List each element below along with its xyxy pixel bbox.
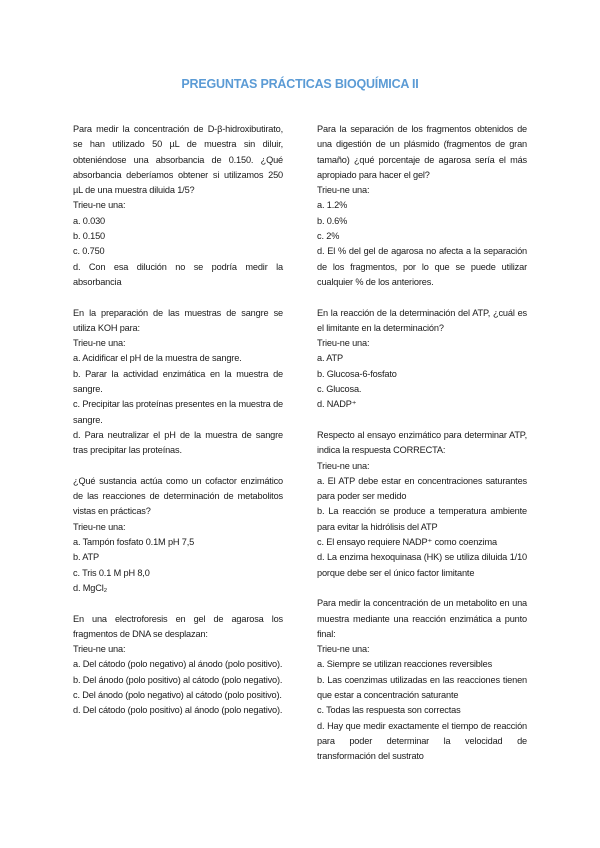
left-column bbox=[73, 122, 283, 734]
question-stem: En una electroforesis en gel de agarosa los fragmentos de DNA se desplazan: bbox=[73, 613, 283, 639]
option-c[interactable]: c. Tris 0.1 M pH 8,0 bbox=[73, 567, 150, 578]
option-d[interactable]: d. Del cátodo (polo positivo) al ánodo (polo negativo). bbox=[73, 705, 283, 716]
question-prompt: Trieu-ne una: bbox=[317, 185, 370, 196]
option-c[interactable]: c. 2% bbox=[317, 231, 340, 242]
option-a[interactable]: a. Tampón fosfato 0.1M pH 7,5 bbox=[73, 537, 195, 548]
question-prompt: Trieu-ne una: bbox=[317, 338, 370, 349]
option-d[interactable]: d. Hay que medir exactamente el tiempo de reacción para poder determinar la velocidad de transformación del sustrato bbox=[317, 720, 527, 762]
question-stem: Para la separación de los fragmentos obtenidos de una digestión de un plásmido (fragmentos de gran tamaño) ¿qué porcentaje de agarosa sería el más apropiado para hacer el gel? bbox=[317, 124, 527, 180]
option-d[interactable]: d. NADP⁺ bbox=[317, 399, 357, 410]
question-7 bbox=[317, 428, 527, 581]
question-prompt: Trieu-ne una: bbox=[317, 644, 370, 655]
question-3 bbox=[73, 474, 283, 596]
option-c[interactable]: c. Todas las respuesta son correctas bbox=[317, 705, 461, 716]
question-stem: Para medir la concentración de D-β-hidroxibutirato, se han utilizado 50 µL de muestra sin diluir, obteniéndose una absorbancia de 0.150. ¿Qué absorbancia deberíamos obtener si utilizamos 250 µL de una muestra diluida 1/5? bbox=[73, 124, 283, 196]
option-c[interactable]: c. El ensayo requiere NADP⁺ como coenzima bbox=[317, 537, 497, 548]
option-a[interactable]: a. Siempre se utilizan reacciones reversibles bbox=[317, 659, 493, 670]
question-5 bbox=[317, 122, 527, 290]
question-prompt: Trieu-ne una: bbox=[73, 338, 126, 349]
question-prompt: Trieu-ne una: bbox=[73, 200, 126, 211]
question-1 bbox=[73, 122, 283, 290]
option-b[interactable]: b. La reacción se produce a temperatura ambiente para evitar la hidrólisis del ATP bbox=[317, 506, 527, 532]
option-b[interactable]: b. Parar la actividad enzimática en la muestra de sangre. bbox=[73, 368, 283, 395]
option-a[interactable]: a. 0.030 bbox=[73, 215, 106, 226]
option-b[interactable]: b. 0.150 bbox=[73, 231, 106, 242]
option-c[interactable]: c. Glucosa. bbox=[317, 384, 362, 395]
question-2 bbox=[73, 306, 283, 459]
right-column bbox=[317, 122, 527, 780]
question-stem: Para medir la concentración de un metabolito en una muestra mediante una reacción enzimática a punto final: bbox=[317, 598, 527, 639]
option-a[interactable]: a. ATP bbox=[317, 353, 343, 364]
question-6 bbox=[317, 306, 527, 413]
option-b[interactable]: b. 0.6% bbox=[317, 215, 348, 226]
option-d[interactable]: d. MgCl₂ bbox=[73, 582, 108, 593]
option-d[interactable]: d. Para neutralizar el pH de la muestra de sangre tras precipitar las proteínas. bbox=[73, 429, 283, 456]
question-stem: Respecto al ensayo enzimático para determinar ATP, indica la respuesta CORRECTA: bbox=[317, 429, 527, 456]
option-b[interactable]: b. Glucosa-6-fosfato bbox=[317, 368, 397, 379]
option-d[interactable]: d. El % del gel de agarosa no afecta a la separación de los fragmentos, por lo que se puede utilizar cualquier % de los anteriores. bbox=[317, 246, 527, 287]
option-c[interactable]: c. Precipitar las proteínas presentes en la muestra de sangre. bbox=[73, 399, 283, 425]
question-stem: ¿Qué sustancia actúa como un cofactor enzimático de las reacciones de determinación de metabolitos vistas en prácticas? bbox=[73, 475, 283, 517]
option-a[interactable]: a. 1.2% bbox=[317, 200, 348, 211]
question-4 bbox=[73, 612, 283, 719]
option-a[interactable]: a. Acidificar el pH de la muestra de sangre. bbox=[73, 353, 242, 364]
question-prompt: Trieu-ne una: bbox=[73, 644, 126, 655]
option-d[interactable]: d. Con esa dilución no se podría medir la absorbancia bbox=[73, 261, 283, 287]
option-c[interactable]: c. 0.750 bbox=[73, 246, 105, 257]
option-a[interactable]: a. El ATP debe estar en concentraciones saturantes para poder ser medido bbox=[317, 475, 527, 502]
page-title: PREGUNTAS PRÁCTICAS BIOQUÍMICA II bbox=[181, 77, 419, 91]
question-stem: En la reacción de la determinación del ATP, ¿cuál es el limitante en la determinación? bbox=[317, 307, 527, 333]
option-c[interactable]: c. Del ánodo (polo negativo) al cátodo (polo positivo). bbox=[73, 689, 282, 700]
option-d[interactable]: d. La enzima hexoquinasa (HK) se utiliza diluida 1/10 porque debe ser el único factor limitante bbox=[317, 552, 527, 578]
option-b[interactable]: b. Las coenzimas utilizadas en las reacciones tienen que estar a concentración saturante bbox=[317, 674, 527, 700]
option-b[interactable]: b. Del ánodo (polo positivo) al cátodo (polo negativo). bbox=[73, 674, 283, 685]
option-b[interactable]: b. ATP bbox=[73, 552, 99, 563]
option-a[interactable]: a. Del cátodo (polo negativo) al ánodo (polo positivo). bbox=[73, 659, 283, 670]
question-8 bbox=[317, 596, 527, 764]
question-prompt: Trieu-ne una: bbox=[73, 521, 126, 532]
question-stem: En la preparación de las muestras de sangre se utiliza KOH para: bbox=[73, 307, 283, 333]
question-prompt: Trieu-ne una: bbox=[317, 460, 370, 471]
